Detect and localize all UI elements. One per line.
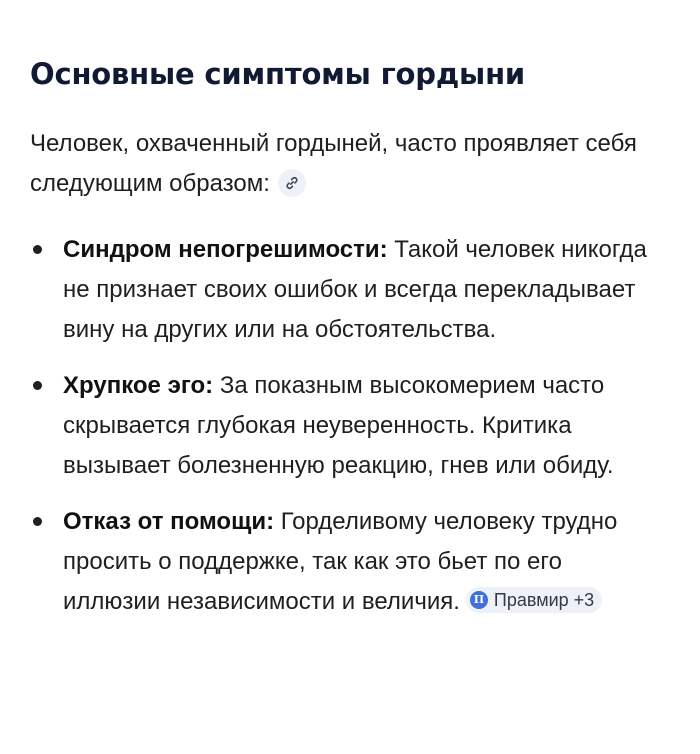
list-item (30, 230, 660, 350)
list-item (30, 366, 660, 486)
list-item-term: Отказ от помощи: (63, 508, 275, 535)
link-icon (284, 175, 300, 191)
list-item-term: Хрупкое эго: (63, 372, 214, 399)
answer-section (30, 54, 660, 638)
bullet-icon (33, 517, 42, 526)
bullet-icon (33, 381, 42, 390)
list-item-text: За показным высокомерием часто скрывается глубокая неуверенность. Критика вызывает болезненную реакцию, гнев или обиду. (63, 372, 614, 479)
section-heading: Основные симптомы гордыни (30, 57, 526, 91)
list-item (30, 502, 660, 622)
list-item-text: Горделивому человеку трудно просить о поддержке, так как это бьет по его иллюзии независимости и величия. (63, 508, 618, 615)
citation-link-button[interactable] (278, 169, 306, 197)
list-item-text: Такой человек никогда не признает своих ошибок и всегда перекладывает вину на других или на обстоятельства. (63, 236, 647, 343)
source-citation-label: Правмир +3 (493, 589, 595, 610)
symptoms-list (30, 230, 660, 622)
intro-paragraph (30, 124, 660, 204)
source-citation-chip[interactable] (466, 587, 602, 613)
pravmir-logo-icon: П (470, 591, 488, 609)
list-item-term: Синдром непогрешимости: (63, 236, 388, 263)
bullet-icon (33, 245, 42, 254)
intro-text: Человек, охваченный гордыней, часто проявляет себя следующим образом: (30, 130, 637, 197)
